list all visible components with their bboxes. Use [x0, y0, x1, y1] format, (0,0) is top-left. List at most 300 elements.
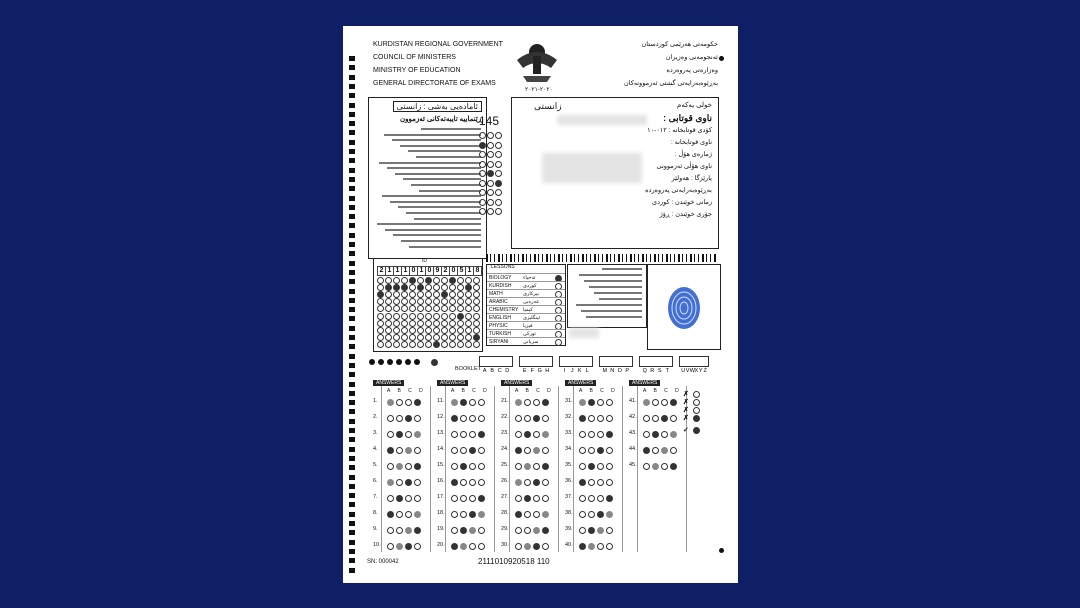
barcode-bar — [706, 254, 707, 262]
legend-bubble — [693, 415, 700, 422]
answer-bubble — [606, 527, 613, 534]
id-bubble — [385, 284, 392, 291]
id-bubble — [433, 313, 440, 320]
signature-line — [584, 280, 642, 282]
answer-bubble — [451, 527, 458, 534]
id-bubble — [449, 313, 456, 320]
lesson-name-kurdish: کیمیا — [523, 307, 533, 313]
answer-bubble — [524, 463, 531, 470]
timing-mark — [349, 242, 355, 247]
id-bubble — [417, 327, 424, 334]
booklet-letter-group — [479, 356, 513, 374]
timing-mark — [349, 549, 355, 554]
info-field: زمانی خوێندن : کوردی — [652, 199, 712, 206]
id-bubble — [417, 341, 424, 348]
answer-bubble — [588, 431, 595, 438]
header-line: بەڕێوەبەرایەتی گشتی ئەزموونەکان — [623, 80, 718, 87]
id-bubble — [409, 284, 416, 291]
answer-bubble — [533, 511, 540, 518]
code-bubble — [479, 151, 486, 158]
id-bubble — [393, 284, 400, 291]
header-kurdish — [624, 38, 718, 90]
answer-bubble — [661, 431, 668, 438]
signature-line — [602, 268, 642, 270]
question-number: 39. — [565, 526, 573, 532]
answer-bubble — [606, 495, 613, 502]
timing-mark — [349, 484, 355, 489]
instruction-line — [401, 240, 481, 242]
id-bubble — [417, 320, 424, 327]
timing-mark — [349, 540, 355, 545]
question-number: 16. — [437, 478, 445, 484]
barcode-bar — [566, 254, 567, 262]
answer-bubble — [451, 463, 458, 470]
header-english — [373, 38, 503, 90]
answer-bubble — [524, 543, 531, 550]
code-bubble — [487, 180, 494, 187]
answer-bubble — [451, 415, 458, 422]
info-field: کۆدی قوتابخانە : ٠١٢-١٠ — [647, 127, 712, 134]
answer-bubble — [414, 479, 421, 486]
id-bubble — [425, 291, 432, 298]
lesson-name-kurdish: ئەحیاء — [523, 275, 536, 281]
timing-mark — [349, 93, 355, 98]
id-bubble — [377, 341, 384, 348]
instruction-line — [409, 246, 481, 248]
sheet-barcode — [486, 254, 718, 262]
question-number: 27. — [501, 494, 509, 500]
barcode-bar — [626, 254, 627, 262]
id-bubble — [417, 313, 424, 320]
answer-bubble — [542, 415, 549, 422]
barcode-bar — [598, 254, 599, 262]
id-bubble — [465, 298, 472, 305]
question-number: 36. — [565, 478, 573, 484]
timing-mark — [349, 521, 355, 526]
id-bubble — [409, 277, 416, 284]
booklet-letter: A — [482, 368, 487, 374]
answer-bubble — [524, 527, 531, 534]
answer-bubble — [469, 447, 476, 454]
id-bubble — [449, 298, 456, 305]
timing-mark — [349, 56, 355, 61]
id-digit: 8 — [473, 266, 482, 276]
subject-code-grid — [479, 132, 503, 222]
id-digit: 9 — [433, 266, 442, 276]
id-digit: 1 — [417, 266, 426, 276]
timing-mark — [349, 447, 355, 452]
barcode-bar — [662, 254, 663, 262]
timing-mark — [349, 121, 355, 126]
barcode-bar — [498, 254, 500, 262]
timing-mark — [349, 335, 355, 340]
answer-bubble — [460, 463, 467, 470]
answer-bubble — [469, 511, 476, 518]
answer-bubble — [542, 463, 549, 470]
answer-bubble — [515, 479, 522, 486]
code-bubble — [479, 189, 486, 196]
id-bubble — [449, 327, 456, 334]
instruction-line — [406, 212, 481, 214]
id-digit: 0 — [409, 266, 418, 276]
answer-bubble — [643, 447, 650, 454]
registration-dot — [719, 548, 724, 553]
code-bubble — [479, 161, 486, 168]
timing-mark — [349, 233, 355, 238]
question-number: 21. — [501, 398, 509, 404]
legend-bubble — [693, 407, 700, 414]
id-bubble — [433, 298, 440, 305]
instruction-line — [384, 134, 481, 136]
id-bubble — [385, 334, 392, 341]
answer-bubble — [533, 463, 540, 470]
instruction-line — [403, 178, 481, 180]
id-bubble — [393, 327, 400, 334]
question-number: 7. — [373, 494, 378, 500]
booklet-letter: E — [522, 368, 527, 374]
barcode-bar — [658, 254, 659, 262]
info-field: پارێزگا : هەولێر — [671, 175, 712, 182]
info-field: جۆری خوێندن : ڕۆژ — [659, 211, 712, 218]
id-bubble — [393, 320, 400, 327]
timing-mark — [349, 419, 355, 424]
answer-bubble — [606, 479, 613, 486]
alignment-dot — [387, 359, 393, 365]
answer-bubble — [606, 399, 613, 406]
header-line: حکومەتی هەرێمی کوردستان — [641, 41, 718, 48]
header-year: ٢٠٢٠-٢٠٢١ — [525, 87, 553, 93]
id-bubble — [441, 305, 448, 312]
answer-section — [373, 376, 721, 554]
id-bubble — [385, 305, 392, 312]
lesson-name: CHEMISTRY — [489, 307, 519, 313]
answer-bubble — [414, 447, 421, 454]
code-bubble — [487, 199, 494, 206]
id-bubble — [441, 298, 448, 305]
answer-bubble — [533, 415, 540, 422]
timing-mark — [349, 363, 355, 368]
id-bubble — [401, 320, 408, 327]
signature-line — [579, 274, 642, 276]
timing-mark — [349, 75, 355, 80]
booklet-letter: N — [610, 368, 615, 374]
instruction-line — [390, 201, 481, 203]
question-number: 15. — [437, 462, 445, 468]
id-bubble — [465, 305, 472, 312]
answer-options-header: A B C D — [387, 388, 426, 394]
answer-bubble — [597, 447, 604, 454]
code-bubble — [487, 170, 494, 177]
answer-bubble — [405, 527, 412, 534]
answer-bubble — [396, 399, 403, 406]
answer-bubble — [469, 431, 476, 438]
instruction-line — [419, 190, 481, 192]
answer-bubble — [469, 495, 476, 502]
timing-mark — [349, 568, 355, 573]
question-number: 11. — [437, 398, 445, 404]
id-bubble — [465, 341, 472, 348]
id-bubble — [449, 341, 456, 348]
timing-mark — [349, 530, 355, 535]
id-bubble — [457, 298, 464, 305]
answer-bubble — [414, 463, 421, 470]
answer-bubble — [524, 511, 531, 518]
answer-bubble — [460, 415, 467, 422]
barcode-bar — [602, 254, 603, 262]
question-number: 3. — [373, 430, 378, 436]
exam-round: خولی یەکەم — [677, 102, 712, 109]
answer-bubble — [661, 447, 668, 454]
header-line: KURDISTAN REGIONAL GOVERNMENT — [373, 41, 503, 48]
answer-bubble — [652, 399, 659, 406]
answer-bubble — [396, 527, 403, 534]
answer-bubble — [542, 431, 549, 438]
instructions-box — [368, 97, 487, 259]
timing-mark — [349, 130, 355, 135]
id-bubble — [409, 334, 416, 341]
fingerprint-icon — [666, 285, 702, 335]
instructions-title: ڕێنماییە تایبەتەکانی ئەزموون — [399, 116, 482, 123]
stream-heading: زانستی — [534, 101, 562, 111]
question-number: 37. — [565, 494, 573, 500]
answer-bubble — [670, 431, 677, 438]
answer-bubble — [396, 543, 403, 550]
answer-bubble — [387, 431, 394, 438]
answer-bubble — [478, 495, 485, 502]
booklet-letter: L — [585, 368, 589, 374]
id-bubble — [457, 327, 464, 334]
instruction-line — [411, 184, 481, 186]
id-label: ID — [422, 258, 427, 264]
answer-bubble — [533, 527, 540, 534]
lesson-name-kurdish: تورکی — [523, 331, 536, 337]
answer-bubble — [597, 399, 604, 406]
answer-bubble — [524, 447, 531, 454]
subject-title: ئامادەیی بەشی : زانستی — [393, 101, 482, 112]
code-bubble — [487, 161, 494, 168]
answer-bubble — [515, 447, 522, 454]
registration-dot — [719, 56, 724, 61]
answer-bubble — [652, 431, 659, 438]
answer-bubble — [524, 431, 531, 438]
answer-bubble — [387, 399, 394, 406]
id-bubble — [377, 284, 384, 291]
legend-bubble — [693, 399, 700, 406]
id-bubble — [409, 298, 416, 305]
answer-bubble — [460, 495, 467, 502]
timing-mark — [349, 316, 355, 321]
id-bubble — [441, 320, 448, 327]
barcode-bar — [494, 254, 495, 262]
id-bubble — [473, 291, 480, 298]
answer-bubble — [478, 511, 485, 518]
booklet-letter: X — [694, 368, 699, 374]
lesson-name-kurdish: عەرەبی — [523, 299, 540, 305]
question-number: 8. — [373, 510, 378, 516]
answer-bubble — [606, 543, 613, 550]
id-bubble — [433, 305, 440, 312]
id-bubble — [393, 291, 400, 298]
code-bubble — [495, 208, 502, 215]
question-number: 5. — [373, 462, 378, 468]
answer-bubble — [460, 399, 467, 406]
question-number: 40. — [565, 542, 573, 548]
barcode-bar — [634, 254, 635, 262]
barcode-bar — [638, 254, 639, 262]
id-bubble — [441, 334, 448, 341]
answer-bubble — [414, 511, 421, 518]
question-number: 19. — [437, 526, 445, 532]
booklet-letter-group — [559, 356, 593, 374]
answer-bubble — [670, 447, 677, 454]
lesson-name: ARABIC — [489, 299, 508, 305]
code-bubble — [495, 151, 502, 158]
instruction-line — [395, 173, 481, 175]
answer-bubble — [451, 543, 458, 550]
id-bubble — [441, 313, 448, 320]
timing-mark — [349, 558, 355, 563]
id-bubble — [401, 298, 408, 305]
alignment-dot — [396, 359, 402, 365]
answer-bubble — [387, 479, 394, 486]
instruction-line — [392, 139, 481, 141]
id-bubble — [393, 305, 400, 312]
answer-bubble — [524, 495, 531, 502]
id-bubble — [457, 291, 464, 298]
question-number: 29. — [501, 526, 509, 532]
answer-bubble — [524, 415, 531, 422]
answer-bubble — [469, 399, 476, 406]
lesson-name: SIRYANI — [489, 339, 509, 345]
barcode-bar — [698, 254, 699, 262]
id-bubble — [465, 284, 472, 291]
id-bubble — [377, 298, 384, 305]
barcode-bar — [610, 254, 611, 262]
answer-bubble — [451, 511, 458, 518]
lesson-bubble — [555, 339, 562, 346]
answer-bubble — [606, 511, 613, 518]
code-bubble — [495, 142, 502, 149]
kurdistan-emblem-icon — [513, 38, 561, 86]
info-field: ناوی قوتابخانە : — [671, 139, 712, 146]
booklet-letter: F — [530, 368, 534, 374]
answer-bubble — [469, 527, 476, 534]
id-bubble — [401, 291, 408, 298]
booklet-letter: K — [577, 368, 582, 374]
booklet-label: BOOKLET — [455, 366, 481, 372]
barcode-bar — [594, 254, 596, 262]
timing-mark — [349, 372, 355, 377]
answer-bubble — [387, 463, 394, 470]
timing-mark — [349, 456, 355, 461]
instruction-line — [382, 195, 481, 197]
answer-bubble — [588, 415, 595, 422]
barcode-bar — [526, 254, 527, 262]
answer-bubble — [451, 399, 458, 406]
timing-mark — [349, 214, 355, 219]
info-field: ناوی هۆڵی ئەزموونی — [656, 163, 712, 170]
id-digit: 5 — [457, 266, 466, 276]
id-bubble — [473, 298, 480, 305]
answer-bubble — [396, 431, 403, 438]
id-digit: 2 — [377, 266, 386, 276]
id-bubble — [457, 284, 464, 291]
booklet-letter: C — [497, 368, 502, 374]
answer-bubble — [588, 543, 595, 550]
header-line: GENERAL DIRECTORATE OF EXAMS — [373, 80, 496, 87]
id-bubble — [473, 327, 480, 334]
id-bubble — [441, 341, 448, 348]
info-field: ژمارەی هۆڵ : — [674, 151, 712, 158]
answer-bubble — [460, 479, 467, 486]
question-number: 25. — [501, 462, 509, 468]
question-number: 35. — [565, 462, 573, 468]
booklet-letter: M — [602, 368, 608, 374]
answer-bubble — [542, 511, 549, 518]
answer-bubble — [414, 415, 421, 422]
answer-bubble — [460, 527, 467, 534]
id-bubble — [449, 305, 456, 312]
answer-bubble — [597, 527, 604, 534]
answer-bubble — [588, 399, 595, 406]
id-bubble — [433, 277, 440, 284]
timing-mark — [349, 493, 355, 498]
code-bubble — [487, 151, 494, 158]
id-bubble — [457, 313, 464, 320]
barcode-bar — [654, 254, 656, 262]
answer-bubble — [451, 479, 458, 486]
answer-bubble — [542, 543, 549, 550]
id-bubble — [473, 320, 480, 327]
timing-mark — [349, 409, 355, 414]
answer-bubble — [588, 527, 595, 534]
booklet-letter: D — [505, 368, 510, 374]
instruction-line — [408, 150, 481, 152]
answer-bubble — [396, 463, 403, 470]
code-bubble — [487, 142, 494, 149]
answer-bubble — [414, 495, 421, 502]
answer-bubble — [579, 479, 586, 486]
answer-bubble — [661, 415, 668, 422]
answer-bubble — [515, 463, 522, 470]
id-digit: 1 — [385, 266, 394, 276]
answer-bubble — [542, 527, 549, 534]
answer-bubble — [579, 543, 586, 550]
answer-bubble — [478, 431, 485, 438]
lesson-name: KURDISH — [489, 283, 512, 289]
answer-bubble — [451, 495, 458, 502]
id-bubble — [425, 277, 432, 284]
instruction-line — [387, 167, 481, 169]
instruction-line — [421, 128, 481, 130]
lesson-name-kurdish: بیرکاری — [523, 291, 539, 297]
timing-mark — [349, 437, 355, 442]
booklet-letter-group — [639, 356, 673, 374]
lessons-label: LESSONS — [491, 264, 515, 270]
barcode-bar — [486, 254, 488, 262]
instruction-line — [400, 145, 481, 147]
code-bubble — [479, 170, 486, 177]
answer-bubble — [469, 415, 476, 422]
id-bubble — [385, 313, 392, 320]
id-digit: 1 — [401, 266, 410, 276]
header-line: ئەنجومەنی وەزیران — [665, 54, 718, 61]
redacted-signature — [569, 328, 599, 338]
barcode-bar — [490, 254, 491, 262]
answer-bubble — [533, 543, 540, 550]
alignment-dot — [405, 359, 411, 365]
timing-mark — [349, 112, 355, 117]
